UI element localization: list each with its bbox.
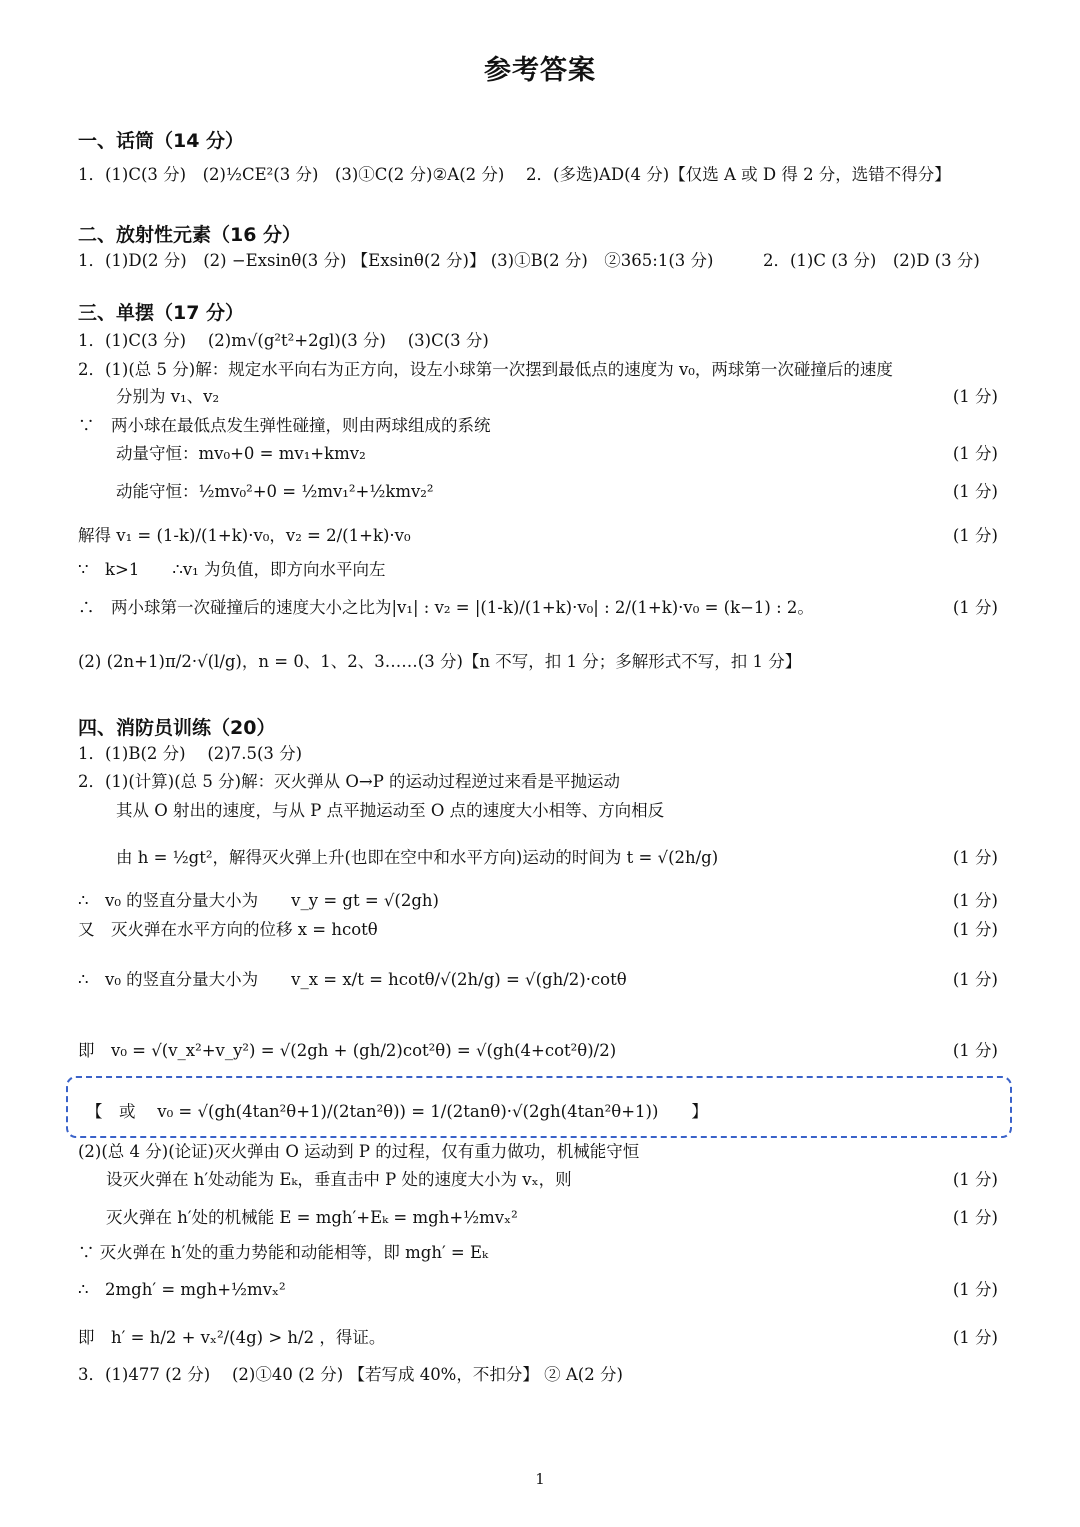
page-number: 1 bbox=[535, 1470, 545, 1488]
answer-line: ∴ v₀ 的竖直分量大小为 v_x = x/t = hcotθ/√(2h/g) = √(gh/2)·cotθ bbox=[78, 970, 627, 989]
answer-line: 分别为 v₁、v₂ bbox=[116, 387, 220, 406]
score-label: (1 分) bbox=[952, 526, 998, 545]
score-label: (1 分) bbox=[952, 970, 998, 989]
score-label: (1 分) bbox=[952, 1280, 998, 1299]
answer-line: 灭火弹在 h′处的机械能 E = mgh′+Eₖ = mgh+½mvₓ² bbox=[106, 1208, 518, 1227]
score-label: (1 分) bbox=[952, 482, 998, 501]
answer-line: ∵ 两小球在最低点发生弹性碰撞，则由两球组成的系统 bbox=[78, 416, 491, 435]
score-label: (1 分) bbox=[952, 891, 998, 910]
answer-line: 动能守恒：½mv₀²+0 = ½mv₁²+½kmv₂² bbox=[116, 482, 434, 501]
section-heading-4: 四、消防员训练（20） bbox=[78, 717, 276, 739]
answer-line: 即 h′ = h/2 + vₓ²/(4g) > h/2 ，得证。 bbox=[78, 1328, 386, 1347]
answer-line: 动量守恒：mv₀+0 = mv₁+kmv₂ bbox=[116, 444, 366, 463]
answer-line: 1．(1)D(2 分) (2) −Exsinθ(3 分) 【Exsinθ(2 分)】 (3)①B(2 分) ②365:1(3 分) 2．(1)C (3 分) (2)D (3 分) bbox=[78, 251, 980, 270]
answer-line: ∴ 2mgh′ = mgh+½mvₓ² bbox=[78, 1280, 286, 1299]
score-label: (1 分) bbox=[952, 1170, 998, 1189]
score-label: (1 分) bbox=[952, 598, 998, 617]
alternative-answer: 【 或 v₀ = √(gh(4tan²θ+1)/(2tan²θ)) = 1/(2tanθ)·√(2gh(4tan²θ+1)) 】 bbox=[86, 1102, 708, 1121]
score-label: (1 分) bbox=[952, 1328, 998, 1347]
answer-line: (2)(总 4 分)(论证)灭火弹由 O 运动到 P 的过程，仅有重力做功，机械能守恒 bbox=[78, 1142, 640, 1161]
answer-line: 1．(1)C(3 分) (2)½CE²(3 分) (3)①C(2 分)②A(2 分) 2．(多选)AD(4 分)【仅选 A 或 D 得 2 分，选错不得分】 bbox=[78, 165, 951, 184]
answer-line: 1．(1)C(3 分) (2)m√(g²t²+2gl)(3 分) (3)C(3 分) bbox=[78, 331, 489, 350]
answer-line: (2) (2n+1)π/2·√(l/g)，n = 0、1、2、3……(3 分)【n 不写，扣 1 分；多解形式不写，扣 1 分】 bbox=[78, 652, 802, 671]
section-heading-3: 三、单摆（17 分） bbox=[78, 302, 245, 324]
answer-line: ∵ k>1 ∴v₁ 为负值，即方向水平向左 bbox=[78, 560, 386, 579]
answer-line: 解得 v₁ = (1-k)/(1+k)·v₀，v₂ = 2/(1+k)·v₀ bbox=[78, 526, 411, 545]
section-heading-2: 二、放射性元素（16 分） bbox=[78, 224, 302, 246]
score-label: (1 分) bbox=[952, 444, 998, 463]
answer-line: 3．(1)477 (2 分) (2)①40 (2 分) 【若写成 40%，不扣分】 ② A(2 分) bbox=[78, 1365, 623, 1384]
answer-line: ∴ v₀ 的竖直分量大小为 v_y = gt = √(2gh) bbox=[78, 891, 439, 910]
score-label: (1 分) bbox=[952, 387, 998, 406]
answer-line: ∴ 两小球第一次碰撞后的速度大小之比为|v₁| : v₂ = |(1-k)/(1+k)·v₀| : 2/(1+k)·v₀ = (k−1) : 2。 bbox=[78, 598, 814, 617]
answer-line: 2．(1)(计算)(总 5 分)解：灭火弹从 O→P 的运动过程逆过来看是平抛运动 bbox=[78, 772, 621, 791]
answer-line: ∵ 灭火弹在 h′处的重力势能和动能相等，即 mgh′ = Eₖ bbox=[78, 1243, 489, 1262]
answer-line: 2．(1)(总 5 分)解：规定水平向右为正方向，设左小球第一次摆到最低点的速度为 v₀，两球第一次碰撞后的速度 bbox=[78, 360, 893, 379]
section-heading-1: 一、话筒（14 分） bbox=[78, 130, 245, 152]
answer-line: 其从 O 射出的速度，与从 P 点平抛运动至 O 点的速度大小相等、方向相反 bbox=[116, 801, 665, 820]
answer-line: 即 v₀ = √(v_x²+v_y²) = √(2gh + (gh/2)cot²θ) = √(gh(4+cot²θ)/2) bbox=[78, 1041, 617, 1060]
score-label: (1 分) bbox=[952, 920, 998, 939]
score-label: (1 分) bbox=[952, 848, 998, 867]
answer-line: 设灭火弹在 h′处动能为 Eₖ，垂直击中 P 处的速度大小为 vₓ，则 bbox=[106, 1170, 572, 1189]
answer-line: 由 h = ½gt²，解得灭火弹上升(也即在空中和水平方向)运动的时间为 t = √(2h/g) bbox=[116, 848, 719, 867]
answer-line: 1．(1)B(2 分) (2)7.5(3 分) bbox=[78, 744, 303, 763]
answer-line: 又 灭火弹在水平方向的位移 x = hcotθ bbox=[78, 920, 378, 939]
score-label: (1 分) bbox=[952, 1041, 998, 1060]
page-title: 参考答案 bbox=[484, 55, 596, 86]
score-label: (1 分) bbox=[952, 1208, 998, 1227]
